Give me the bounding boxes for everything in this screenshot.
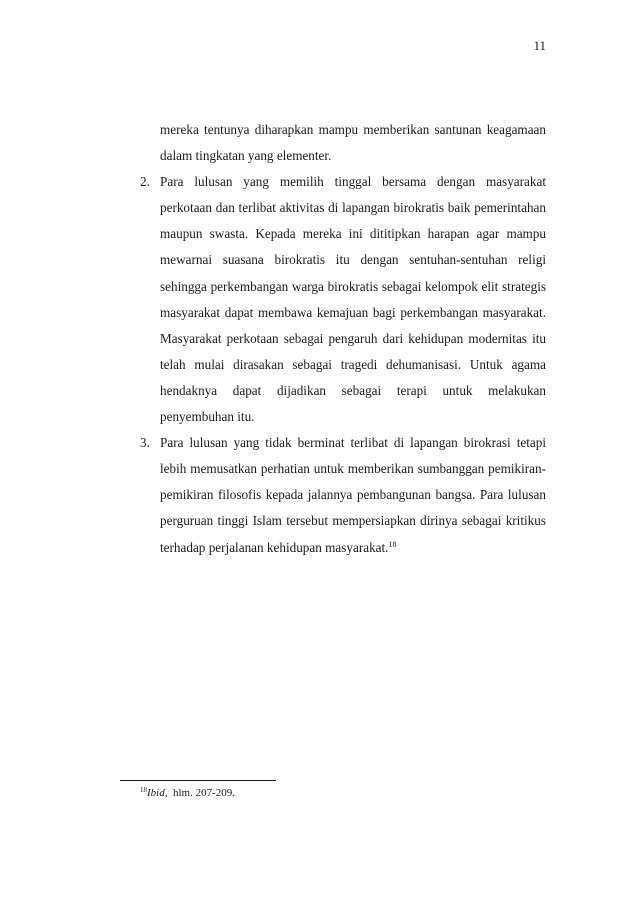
list-item bbox=[120, 169, 546, 430]
page-number: 11 bbox=[533, 38, 546, 53]
list-item bbox=[120, 430, 546, 560]
footnote bbox=[140, 787, 235, 799]
list-item-text: Para lulusan yang memilih tinggal bersama dengan masyarakat perkotaan dan terlibat aktivitas di lapangan birokratis baik pemerintahan maupun swasta. Kepada mereka ini dititipkan harapan agar mampu mewarnai suasana birokratis itu dengan sentuhan-sentuhan religi sehingga perkembangan warga birokratis sebagai kelompok elit strategis masyarakat dapat membawa kemajuan bagi perkembangan masyarakat. Masyarakat perkotaan sebagai pengaruh dari kehidupan modernitas itu telah mulai dirasakan sebagai tragedi dehumanisasi. Untuk agama hendaknya dapat dijadikan sebagai terapi untuk melakukan penyembuhan itu. bbox=[160, 174, 546, 425]
list-item-text: Para lulusan yang tidak berminat terlibat di lapangan birokrasi tetapi lebih memusatkan perhatian untuk memberikan sumbanggan pemikiran-pemikiran filosofis kepada jalannya pembangunan bangsa. Para lulusan perguruan tinggi Islam tersebut mempersiapkan dirinya sebagai kritikus terhadap perjalanan kehidupan masyarakat. bbox=[160, 435, 546, 555]
continuation-paragraph bbox=[120, 117, 546, 169]
footnote-separator bbox=[120, 780, 276, 781]
list-item-number: 3. bbox=[140, 435, 150, 451]
footnote-marker: 18 bbox=[140, 786, 147, 794]
continuation-text: mereka tentunya diharapkan mampu memberikan santunan keagamaan dalam tingkatan yang elementer. bbox=[160, 122, 546, 164]
footnote-source: Ibid, bbox=[147, 787, 168, 799]
footnote-reference: 18 bbox=[388, 539, 397, 549]
list-item-number: 2. bbox=[140, 174, 150, 190]
body-text bbox=[120, 117, 546, 561]
footnote-pages: hlm. 207-209. bbox=[172, 787, 236, 799]
